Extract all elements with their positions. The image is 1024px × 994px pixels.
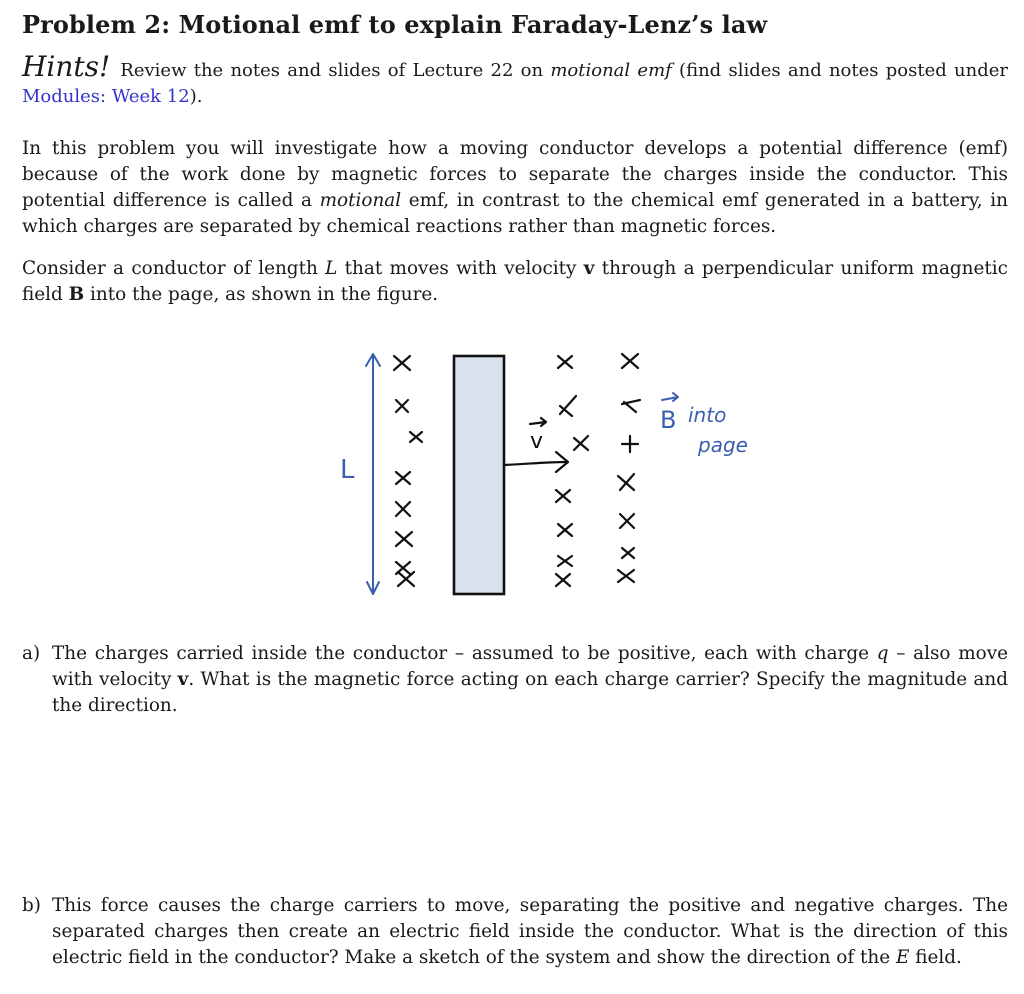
field-note-into: into xyxy=(688,403,727,427)
question-b-text-2: field. xyxy=(909,947,962,968)
setup-text-2: that moves with velocity xyxy=(337,258,584,279)
setup-text-4: into the page, as shown in the figure. xyxy=(84,284,439,305)
field-label: B xyxy=(660,406,677,434)
field-overarrow xyxy=(662,393,678,401)
field-crosses-left xyxy=(394,356,422,586)
question-a xyxy=(22,641,1008,719)
field-note-page: page xyxy=(698,433,748,457)
symbol-q: q xyxy=(876,643,889,664)
symbol-v: v xyxy=(583,258,595,279)
question-b-text-1: This force causes the charge carriers to move, separating the positive and negative charges. The separated charges then create an electric field inside the conductor. What is the direction of this electric field in the conductor? Make a sketch of the system and show the direction of the xyxy=(52,895,1008,968)
field-crosses-middle xyxy=(556,356,588,586)
field-annotation xyxy=(660,393,748,457)
question-b-text xyxy=(52,893,1008,971)
intro-paragraph xyxy=(22,136,1008,240)
intro-text-2: emf, in contrast to the chemical emf generated in a battery, in which charges are separated by chemical reactions rather than magnetic forces. xyxy=(22,190,1008,237)
length-arrow xyxy=(366,354,380,594)
conductor-figure xyxy=(322,344,782,604)
intro-text-1: In this problem you will investigate how a moving conductor develops a potential difference (emf) because of the work done by magnetic forces to separate the charges inside the conductor. This potential difference is called a xyxy=(22,138,1008,211)
question-b-label: b) xyxy=(22,895,41,916)
hints-text-1: Review the notes and slides of Lecture 22 on xyxy=(120,60,551,81)
hints-text-3: ). xyxy=(189,86,203,107)
question-b xyxy=(22,893,1008,971)
question-a-text-3: . What is the magnetic force acting on each charge carrier? Specify the magnitude and the direction. xyxy=(52,669,1008,716)
velocity-label: v xyxy=(530,429,544,454)
intro-emph: motional xyxy=(319,190,402,211)
modules-link[interactable]: Modules: Week 12 xyxy=(22,86,190,107)
hints-text-2: (find slides and notes posted under xyxy=(671,60,1008,81)
symbol-v-a: v xyxy=(177,669,189,690)
hints-emph: motional emf xyxy=(550,60,672,81)
setup-text-1: Consider a conductor of length xyxy=(22,258,326,279)
field-crosses-right xyxy=(618,354,640,582)
symbol-L: L xyxy=(325,258,338,279)
conductor-bar xyxy=(454,356,504,594)
problem-title: Problem 2: Motional emf to explain Faraday-Lenz’s law xyxy=(22,10,768,39)
length-label: L xyxy=(340,455,355,485)
velocity-arrow xyxy=(504,452,568,472)
setup-text-3: through a perpendicular uniform magnetic field xyxy=(22,258,1008,305)
velocity-overarrow xyxy=(530,418,546,426)
question-a-text xyxy=(52,641,1008,719)
setup-paragraph xyxy=(22,256,1008,308)
question-a-text-1: The charges carried inside the conductor – assumed to be positive, each with charge xyxy=(52,643,877,664)
hints-label: Hints! xyxy=(22,50,111,83)
hints-paragraph xyxy=(22,50,1008,110)
symbol-E: E xyxy=(895,947,910,968)
question-a-text-2: – also move with velocity xyxy=(52,643,1008,690)
question-a-label: a) xyxy=(22,643,41,664)
symbol-B: B xyxy=(68,284,85,305)
